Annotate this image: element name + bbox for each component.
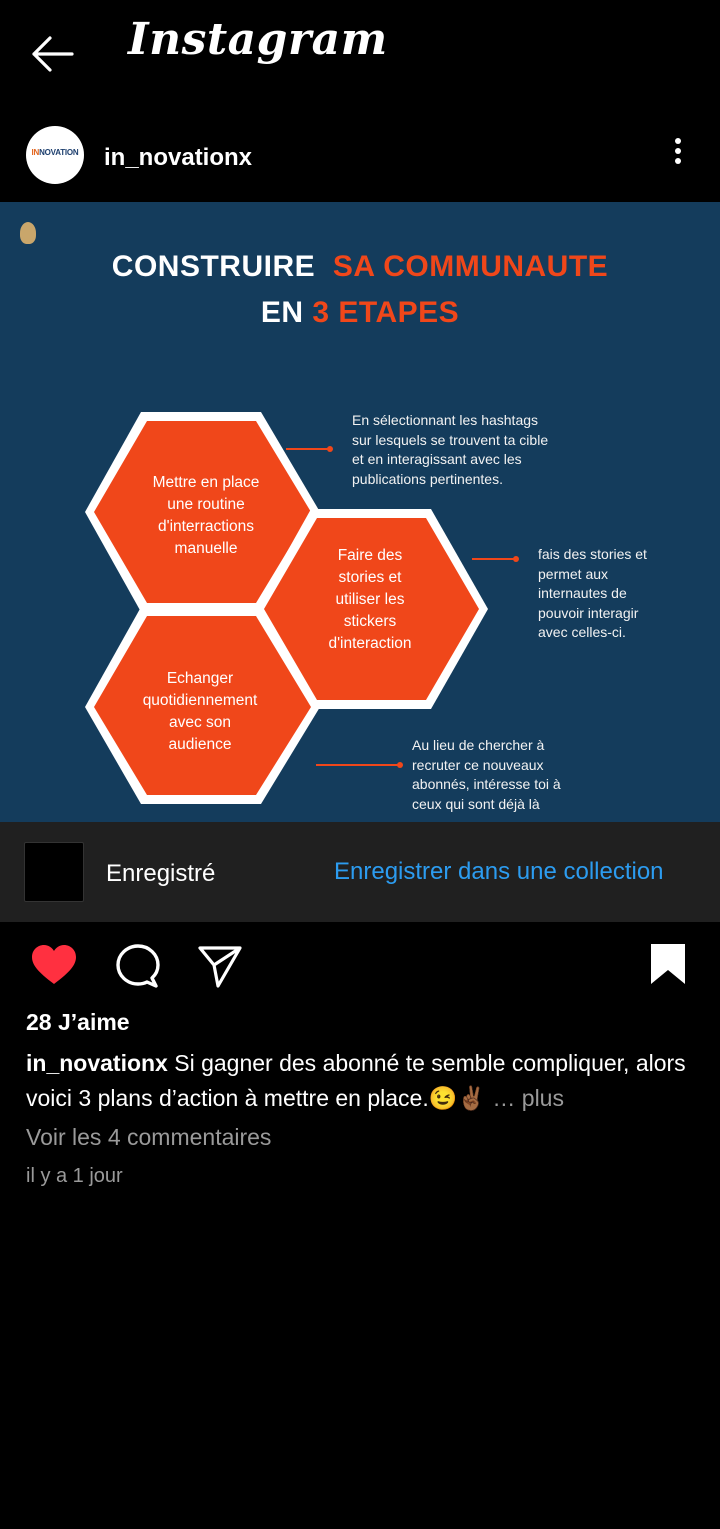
caption-more-link[interactable]: … plus [492, 1085, 564, 1111]
avatar-logo-text: INNOVATION [31, 148, 79, 157]
post-timestamp: il y a 1 jour [26, 1165, 123, 1187]
step-3-description: Au lieu de chercher à recruter ce nouveaux abonnés, intéresse toi à ceux qui sont déjà là [412, 737, 561, 812]
post-header [0, 120, 720, 196]
saved-label: Enregistré [106, 860, 216, 887]
send-icon[interactable] [194, 940, 246, 992]
post-caption [26, 1046, 702, 1116]
step-3-text: Echanger quotidiennement avec son audience [142, 670, 258, 753]
instagram-logo: Instagram [128, 14, 388, 65]
post-username[interactable]: in_novationx [104, 144, 253, 171]
heart-filled-icon[interactable] [28, 940, 80, 992]
saved-banner [0, 822, 720, 922]
avatar[interactable] [26, 126, 84, 184]
saved-thumbnail [24, 842, 84, 902]
image-title-line-1: CONSTRUIRE SA COMMUNAUTE [111, 250, 609, 283]
likes-count[interactable]: 28 J’aime [26, 1009, 130, 1035]
bookmark-filled-icon[interactable] [642, 940, 694, 992]
save-to-collection-button[interactable]: Enregistrer dans une collection [334, 858, 664, 885]
top-bar [0, 0, 720, 108]
view-comments-link[interactable]: Voir les 4 commentaires [26, 1124, 272, 1150]
step-2-text: Faire des stories et utiliser les stickers d'interaction [328, 547, 412, 652]
step-1-description: En sélectionnant les hashtags sur lesquels se trouvent ta cible et en interagissant avec les publications pertinentes. [352, 412, 549, 487]
post-actions [0, 940, 720, 996]
caption-username[interactable]: in_novationx [26, 1050, 168, 1076]
hexagon-diagram [0, 202, 720, 822]
step-1-text: Mettre en place une routine d'interractions manuelle [152, 474, 260, 557]
image-title-line-2: EN 3 ETAPES [260, 296, 460, 329]
comment-icon[interactable] [112, 940, 164, 992]
post-image[interactable] [0, 202, 720, 822]
arrow-left-icon[interactable] [28, 34, 76, 74]
step-2-description: fais des stories et permet aux internautes de pouvoir interagir avec celles-ci. [538, 546, 647, 640]
more-vertical-icon[interactable] [664, 134, 692, 174]
caption-text: Si gagner des abonné te semble compliquer, alors voici 3 plans d’action à mettre en place.😉✌🏾 [26, 1050, 686, 1111]
